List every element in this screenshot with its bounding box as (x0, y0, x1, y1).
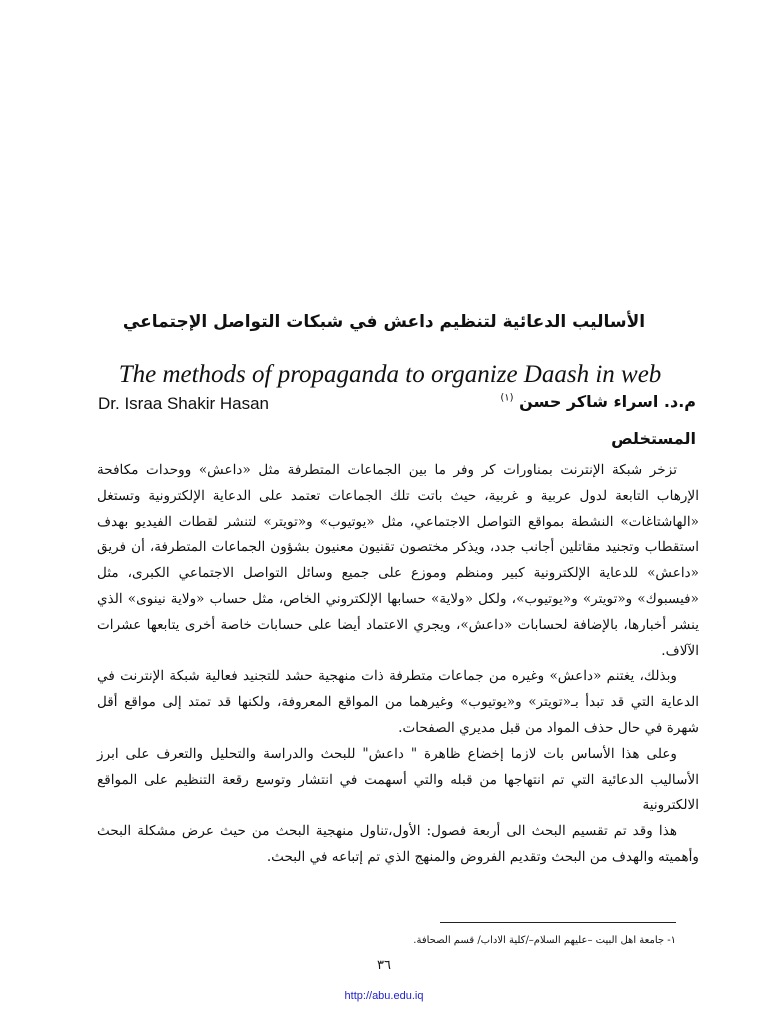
footnote-mark: (١) (500, 392, 514, 404)
abstract-paragraph: تزخر شبكة الإنترنت بمناورات كر وفر ما بين الجماعات المتطرفة مثل «داعش» ووحدات مكافحة الإرهاب التابعة لدول عربية و غربية، حيث باتت تلك الجماعات تعتمد على الدعاية الإلكترونية وتستغل «الهاشتاغات» النشطة بمواقع التواصل الاجتماعي، مثل «يوتيوب» و«تويتر» لتنشر لقطات الفيديو بهدف استقطاب وتجنيد مقاتلين أجانب جدد، ويذكر مختصون تقنيون معنيون بشؤون الجماعات المتطرفة، أن فريق «داعش» للدعاية الإلكترونية كبير ومنظم وموزع على جميع وسائل التواصل الاجتماعي الكبرى، مثل «فيسبوك» و«تويتر» و«يوتيوب»، ولكل «ولاية» حسابها الإلكتروني الخاص، مثل حساب «ولاية نينوى» الذي ينشر أخبارها، بالإضافة لحسابات «داعش»، ويجري الاعتماد أيضا على حسابات خاصة أخرى يتابعها عشرات الآلاف. (97, 462, 699, 659)
author-english: Dr. Israa Shakir Hasan (98, 394, 270, 413)
author-arabic: م.د. اسراء شاكر حسن (519, 392, 696, 411)
abstract-paragraph: وبذلك، يغتنم «داعش» وغيره من جماعات متطرفة ذات منهجية حشد للتجنيد فعالية شبكة الإنترنت في الدعاية التي قد تبدأ بـ«تويتر» و«يوتيوب» وغيرهما من المواقع المعروفة، ولكنها قد تمتد إلى مواقع أقل شهرة في حال حذف المواد من قبل مديري الصفحات. (97, 668, 699, 736)
page-number: ٣٦ (377, 958, 391, 973)
abstract-body (97, 458, 699, 871)
source-link[interactable]: http://abu.edu.iq (344, 990, 424, 1002)
title-english: The methods of propaganda to organize Daash in web (118, 361, 662, 388)
footnote: ١- جامعة اهل البيت –عليهم السلام–/كلية الاداب/ قسم الصحافة. (413, 935, 676, 946)
footnote-divider (440, 922, 676, 923)
abstract-paragraph: هذا وقد تم تقسيم البحث الى أربعة فصول: الأول،تناول منهجية البحث من حيث عرض مشكلة البحث وأهميته والهدف من البحث وتقديم الفروض والمنهج الذي تم إتباعه في البحث. (97, 823, 699, 865)
abstract-paragraph: وعلى هذا الأساس بات لازما إخضاع ظاهرة " داعش" للبحث والدراسة والتحليل والتعرف على ابرز الأساليب الدعائية التي تم انتهاجها من قبله والتي أسهمت في انتشار وتوسع رقعة التنظيم على المواقع الالكترونية (97, 745, 699, 814)
abstract-heading: المستخلص (611, 429, 696, 448)
author-arabic-block (500, 392, 696, 411)
title-arabic: الأساليب الدعائية لتنظيم داعش في شبكات التواصل الإجتماعي (122, 312, 646, 332)
